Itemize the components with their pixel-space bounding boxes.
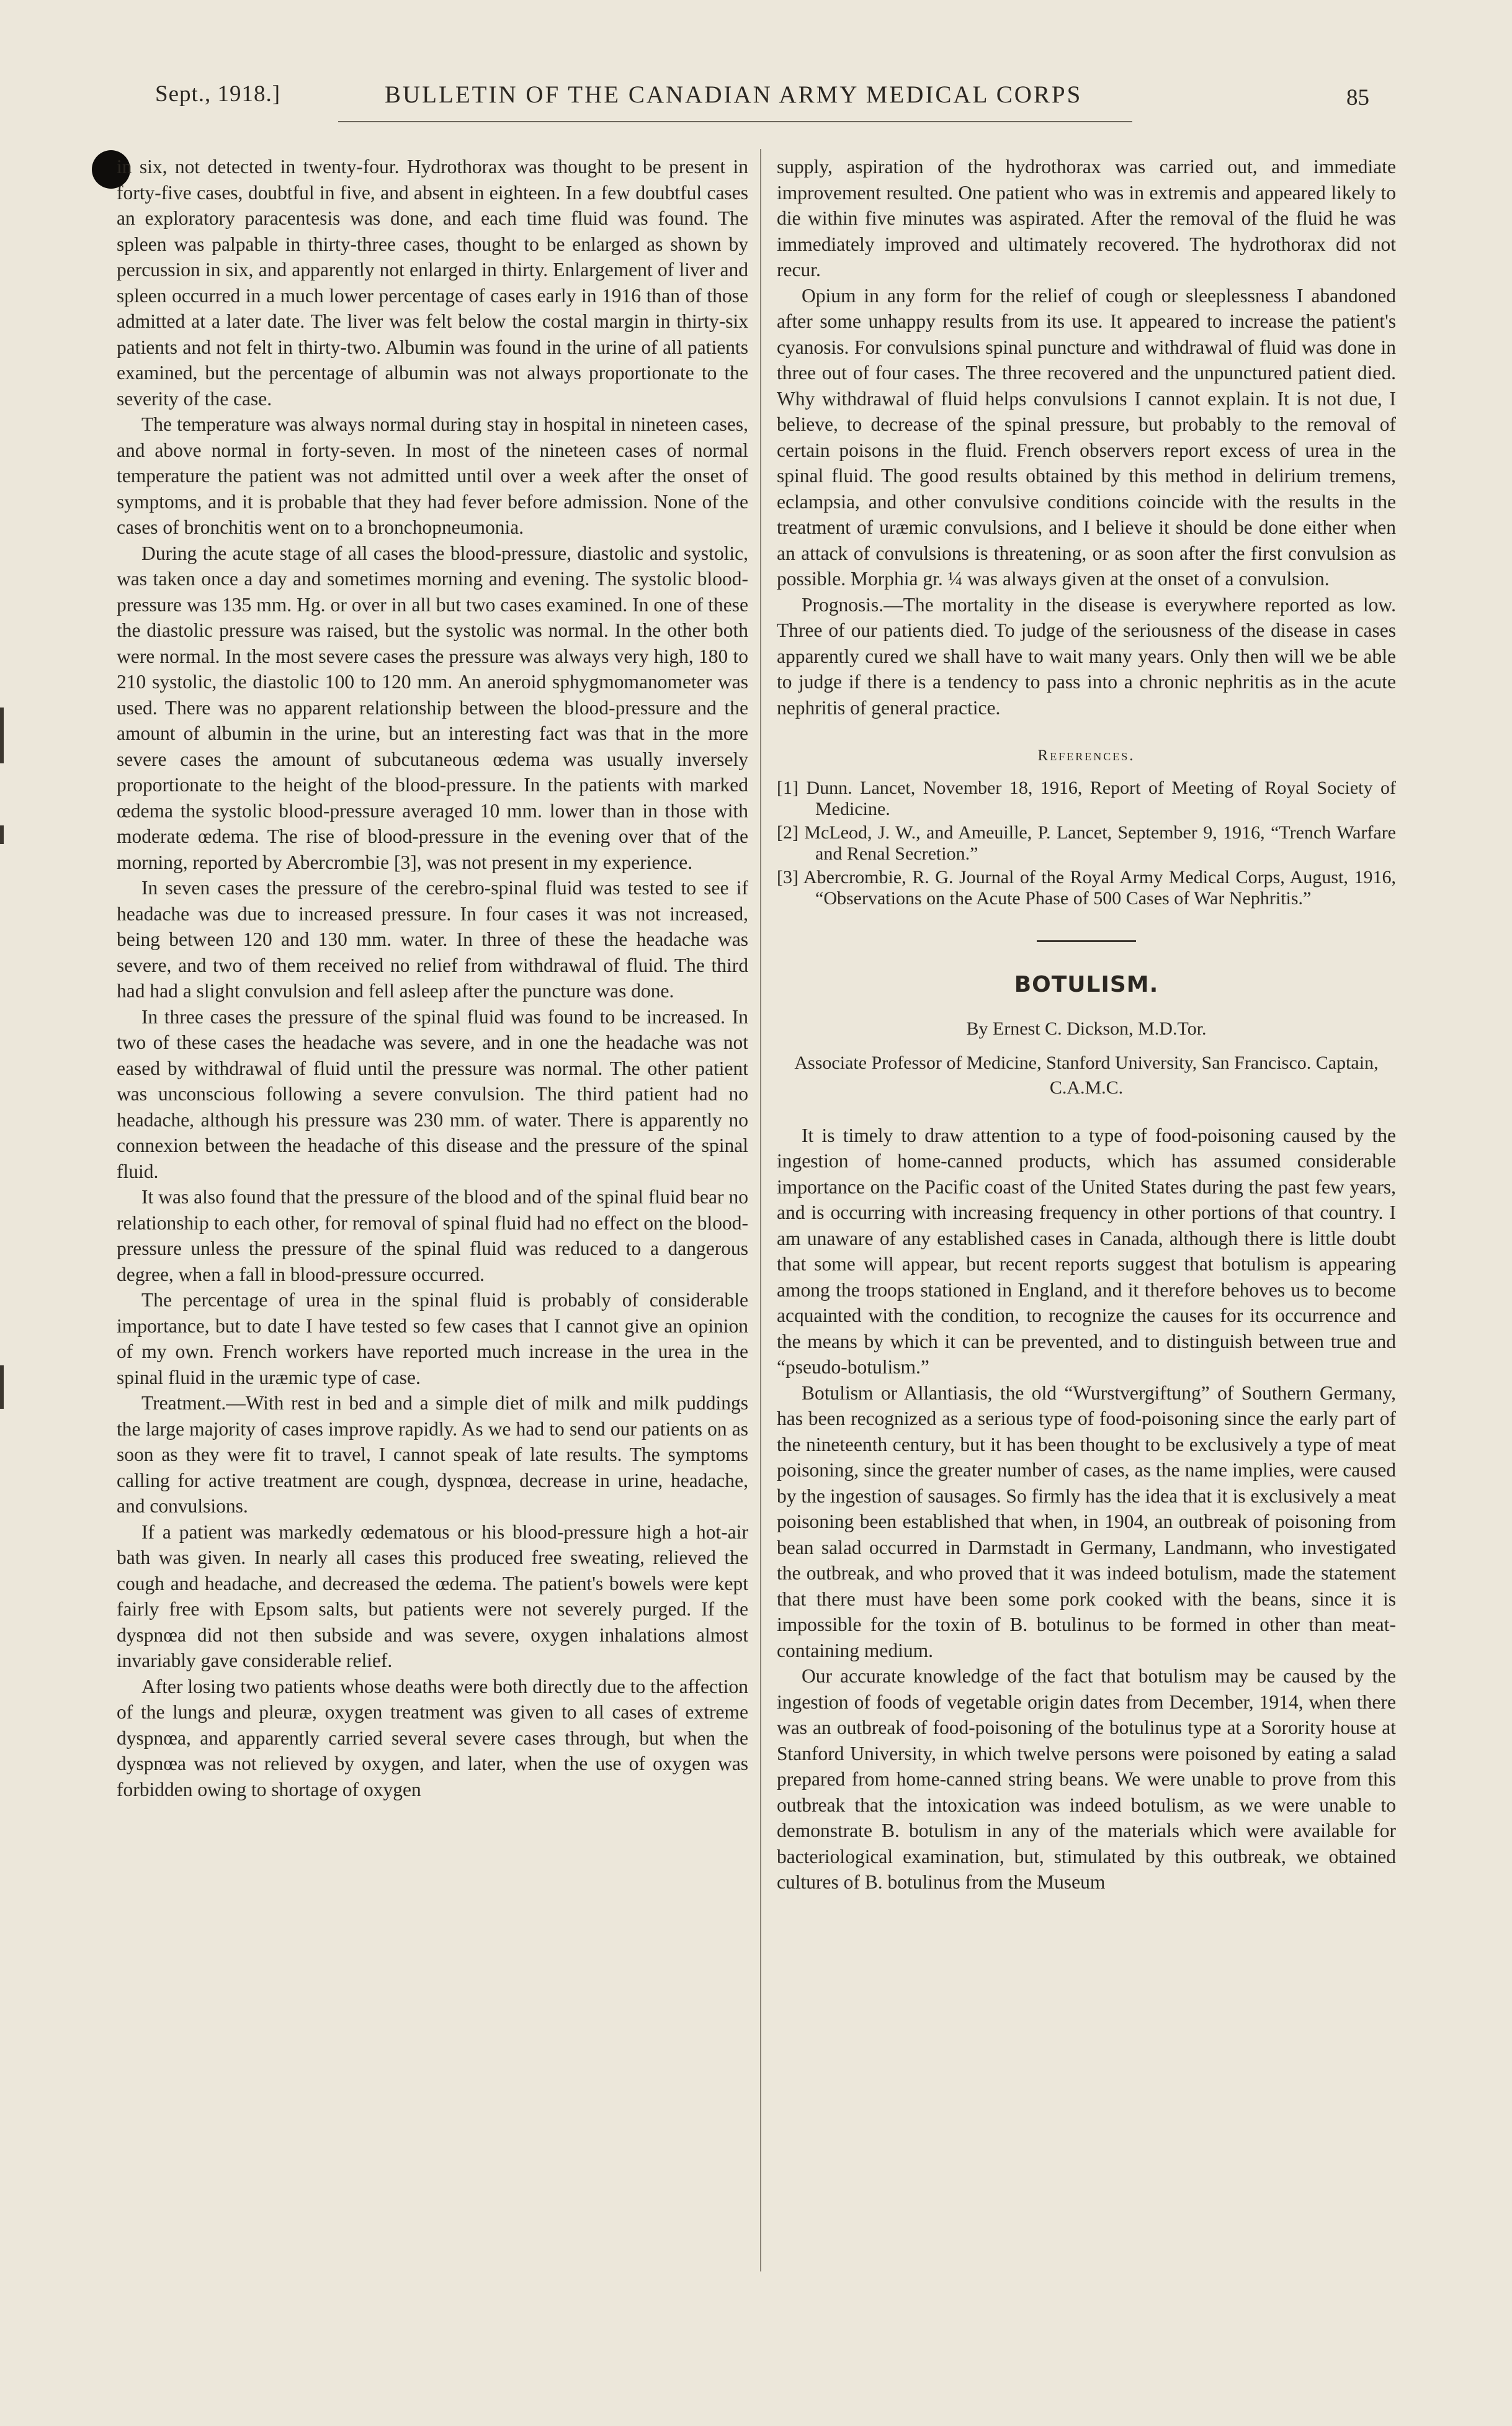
body-paragraph: It was also found that the pressure of the blood and of the spinal fluid bear no relationship to each other, for removal of spinal fluid had no effect on the blood-pressure unless the pressure of the spinal fluid was reduced to a dangerous degree, when a fall in blood-pressure occurred. [117, 1186, 748, 1285]
body-paragraph: in six, not detected in twenty-four. Hydrothorax was thought to be present in forty-five cases, doubtful in five, and absent in eighteen. In a few doubtful cases an exploratory paracentesis was done, and each time fluid was found. The spleen was palpable in thirty-three cases, thought to be enlarged as shown by percussion in six, and apparently not enlarged in thirty. Enlargement of liver and spleen occurred in a much lower percentage of cases early in 1916 than of those admitted at a later date. The liver was felt below the costal margin in thirty-six patients and not felt in thirty-two. Albumin was found in the urine of all patients examined, but the percentage of albumin was not always proportionate to the severity of the case. [117, 156, 748, 410]
author-affiliation: Associate Professor of Medicine, Stanford University, San Francisco. Captain, C.A.M.C. [794, 1052, 1379, 1098]
body-paragraph: After losing two patients whose deaths were both directly due to the affection of the lungs and pleuræ, oxygen treatment was given to all cases of extreme dyspnœa, and apparently carried several severe cases through, but when the dyspnœa was not relieved by oxygen, and later, when the use of oxygen was forbidden owing to shortage of oxygen [117, 1675, 748, 1800]
body-paragraph: In seven cases the pressure of the cerebro-spinal fluid was tested to see if headache was due to increased pressure. In four cases it was not increased, being between 120 and 130 mm. water. In three of these the headache was severe, and two of them received no relief from withdrawal of fluid. The third had had a slight convulsion and fell asleep after the puncture was done. [117, 877, 748, 1002]
page-number: 85 [1346, 85, 1369, 110]
left-column [117, 154, 748, 1802]
header-rule [338, 121, 1132, 122]
reference-item: [1] Dunn. Lancet, November 18, 1916, Report of Meeting of Royal Society of Medicine. [777, 777, 1396, 819]
reference-item: [3] Abercrombie, R. G. Journal of the Royal Army Medical Corps, August, 1916, “Observations on the Acute Phase of 500 Cases of War Nephritis.” [777, 866, 1396, 909]
body-paragraph: Prognosis.—The mortality in the disease is everywhere reported as low. Three of our patients died. To judge of the seriousness of the disease in cases apparently cured we shall have to wait many years. Only then will we be able to judge if there is a tendency to pass into a chronic nephritis as in the acute nephritis of general practice. [777, 593, 1396, 719]
body-paragraph: The percentage of urea in the spinal fluid is probably of considerable importance, but to date I have tested so few cases that I cannot give an opinion of my own. French workers have reported much increase in the urea in the spinal fluid in the uræmic type of case. [117, 1289, 748, 1388]
body-paragraph: Opium in any form for the relief of cough or sleeplessness I abandoned after some unhappy results from its use. It appeared to increase the patient's cyanosis. For convulsions spinal puncture and withdrawal of fluid was done in three out of four cases. The three recovered and the unpunctured patient died. Why withdrawal of fluid helps convulsions I cannot explain. It is not due, I believe, to decrease of the spinal pressure, but probably to the removal of certain poisons in the fluid. French observers report excess of urea in the spinal fluid. The good results obtained by this method in delirium tremens, eclampsia, and other convulsive conditions coincide with the results in the treatment of uræmic convulsions, and I believe it should be done either when an attack of convulsions is threatening, or as soon after the first convulsion as possible. Morphia gr. ¼ was always given at the onset of a convulsion. [777, 284, 1396, 590]
reference-item: [2] McLeod, J. W., and Ameuille, P. Lancet, September 9, 1916, “Trench Warfare and Renal Secretion.” [777, 822, 1396, 864]
edge-mark [0, 1365, 4, 1409]
edge-mark [0, 825, 4, 844]
column-divider [760, 149, 761, 2271]
article-paragraph: It is timely to draw attention to a type of food-poisoning caused by the ingestion of home-canned products, which has assumed considerable importance on the Pacific coast of the United States during the past few years, and is occurring with increasing frequency in other portions of that country. I am unaware of any established cases in Canada, although there is little doubt that some will appear, but recent reports suggest that botulism is appearing among the troops stationed in England, and it therefore behoves us to become acquainted with the condition, to recognize the causes for its occurrence and the means by which it can be prevented, and to distinguish between true and “pseudo-botulism.” [777, 1124, 1396, 1378]
edge-mark [0, 708, 4, 763]
body-paragraph: Treatment.—With rest in bed and a simple diet of milk and milk puddings the large majority of cases improve rapidly. As we had to send our patients on as soon as they were fit to travel, I cannot speak of late results. The symptoms calling for active treatment are cough, dyspnœa, decrease in urine, headache, and convulsions. [117, 1392, 748, 1517]
body-paragraph: If a patient was markedly œdematous or his blood-pressure high a hot-air bath was given. In nearly all cases this produced free sweating, relieved the cough and headache, and decreased the œdema. The patient's bowels were kept fairly free with Epsom salts, but patients were not severely purged. If the dyspnœa did not then subside and was severe, oxygen inhalations almost invariably gave considerable relief. [117, 1521, 748, 1671]
article-paragraph: Botulism or Allantiasis, the old “Wurstvergiftung” of Southern Germany, has been recognized as a serious type of food-poisoning since the early part of the nineteenth century, but it has been thought to be exclusively a type of meat poisoning, since the greater number of cases, as the name implies, were caused by the ingestion of sausages. So firmly has the idea that it is exclusively a meat poisoning been established that when, in 1904, an outbreak of poisoning from bean salad occurred in Darmstadt in Germany, Landmann, who investigated the outbreak, and who proved that it was indeed botulism, made the statement that there must have been some pork cooked with the beans, since it is impossible for the toxin of B. botulinus to be formed in other than meat-containing medium. [777, 1381, 1396, 1661]
body-paragraph: supply, aspiration of the hydrothorax was carried out, and immediate improvement resulted. One patient who was in extremis and appeared likely to die within five minutes was aspirated. After the removal of the fluid he was immediately improved and ultimately recovered. The hydrothorax did not recur. [777, 156, 1396, 281]
article-paragraph: Our accurate knowledge of the fact that botulism may be caused by the ingestion of foods of vegetable origin dates from December, 1914, when there was an outbreak of food-poisoning of the botulinus type at a Sorority house at Stanford University, in which twelve persons were poisoned by eating a salad prepared from home-canned string beans. We were unable to prove from this outbreak that the intoxication was indeed botulism, as we were unable to demonstrate B. botulism in any of the materials which were available for bacteriological examination, but, stimulated by this outbreak, we obtained cultures of B. botulinus from the Museum [777, 1665, 1396, 1893]
right-column [777, 154, 1396, 1895]
header-date: Sept., 1918.] [155, 81, 281, 107]
article-byline: By Ernest C. Dickson, M.D.Tor. [966, 1018, 1207, 1039]
article-title: BOTULISM. [1014, 971, 1159, 997]
journal-title: BULLETIN OF THE CANADIAN ARMY MEDICAL CORPS [385, 81, 1083, 108]
body-paragraph: During the acute stage of all cases the blood-pressure, diastolic and systolic, was taken once a day and sometimes morning and evening. The systolic blood-pressure was 135 mm. Hg. or over in all but two cases examined. In one of these the diastolic pressure was raised, but the systolic was normal. In the other both were normal. In the most severe cases the pressure was always very high, 180 to 210 systolic, the diastolic 100 to 120 mm. An aneroid sphygmomanometer was used. There was no apparent relationship between the blood-pressure and the amount of albumin in the urine, but an interesting fact was that in the more severe cases the amount of subcutaneous œdema was usually inversely proportionate to the height of the blood-pressure. In the patients with marked œdema the systolic blood-pressure averaged 10 mm. lower than in those with moderate œdema. The rise of blood-pressure in the evening over that of the morning, reported by Abercrombie [3], was not present in my experience. [117, 542, 748, 873]
section-rule [1037, 940, 1136, 942]
running-header [155, 81, 1396, 124]
body-paragraph: The temperature was always normal during stay in hospital in nineteen cases, and above normal in forty-seven. In most of the nineteen cases of normal temperature the patient was not admitted until over a week after the onset of symptoms, and it is probable that they had fever before admission. None of the cases of bronchitis went on to a bronchopneumonia. [117, 413, 748, 538]
references-heading: References. [1037, 747, 1135, 764]
body-paragraph: In three cases the pressure of the spinal fluid was found to be increased. In two of these cases the headache was severe, and in one the headache was not eased by withdrawal of fluid until the pressure was normal. The other patient was unconscious following a severe convulsion. The third patient had no headache, although his pressure was 230 mm. of water. There is apparently no connexion between the headache of this disease and the pressure of the spinal fluid. [117, 1005, 748, 1182]
